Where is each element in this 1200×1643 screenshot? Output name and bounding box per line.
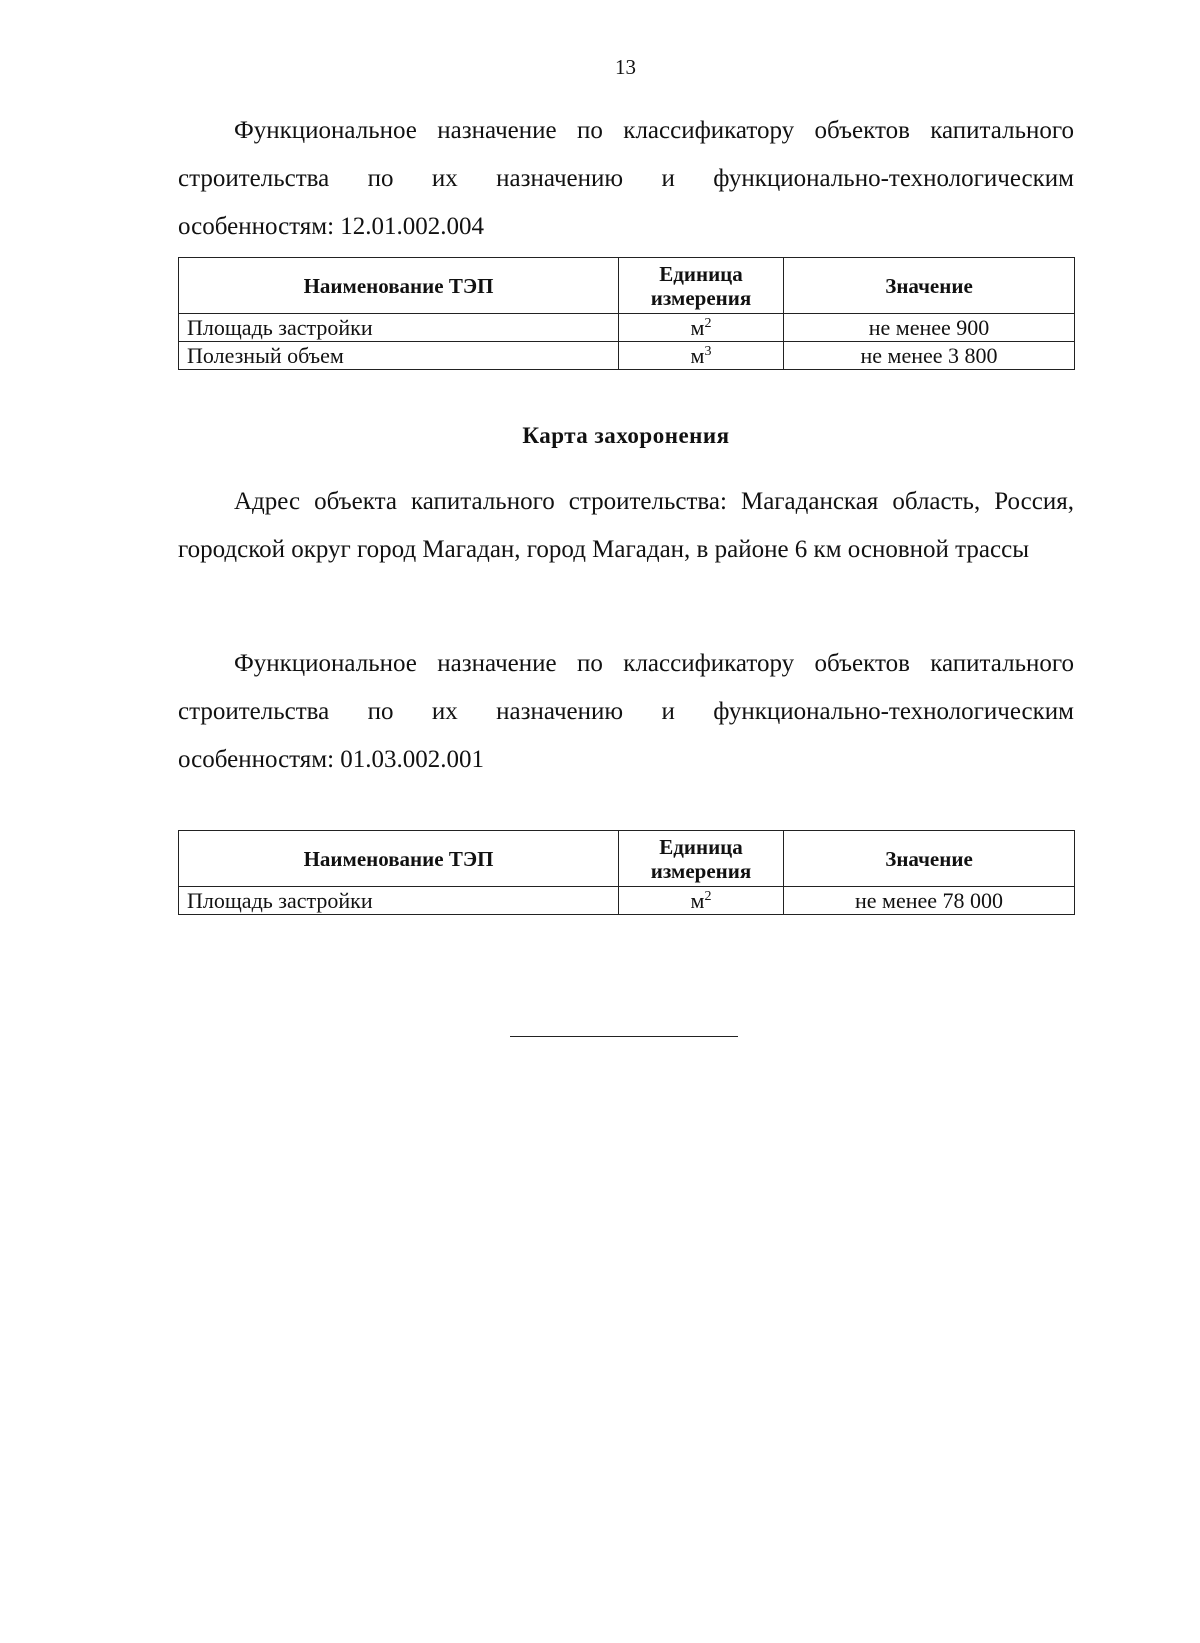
table-header-row — [179, 831, 1075, 887]
header-unit: Единица измерения — [619, 258, 784, 314]
function-paragraph-1 — [178, 107, 1074, 251]
address-paragraph-text: Адрес объекта капитального строительства: Магаданская область, Россия, городской округ город Магадан, город Магадан, в районе 6 км основной трассы — [178, 488, 1074, 563]
cell-name: Площадь застройки — [179, 887, 619, 915]
cell-value: не менее 900 — [784, 314, 1075, 342]
address-paragraph — [178, 478, 1074, 574]
header-name: Наименование ТЭП — [179, 258, 619, 314]
tep-table-2 — [178, 830, 1075, 915]
function-paragraph-2-text: Функциональное назначение по классификатору объектов капитального строительства по их назначению и функционально-технологическим особенностям: 01.03.002.001 — [178, 650, 1074, 773]
end-rule — [510, 1036, 738, 1037]
cell-unit — [619, 314, 784, 342]
cell-unit — [619, 342, 784, 370]
tep-table-1 — [178, 257, 1075, 370]
table-row — [179, 887, 1075, 915]
table-row — [179, 342, 1075, 370]
unit-base: м — [690, 314, 705, 340]
cell-name: Полезный объем — [179, 342, 619, 370]
unit-base: м — [690, 342, 705, 368]
function-paragraph-1-text: Функциональное назначение по классификатору объектов капитального строительства по их назначению и функционально-технологическим особенностям: 12.01.002.004 — [178, 117, 1074, 240]
cell-value: не менее 3 800 — [784, 342, 1075, 370]
header-name: Наименование ТЭП — [179, 831, 619, 887]
page-number: 13 — [615, 55, 636, 79]
function-paragraph-2 — [178, 640, 1074, 784]
header-unit: Единица измерения — [619, 831, 784, 887]
unit-base: м — [690, 887, 705, 913]
table-row — [179, 314, 1075, 342]
unit-exponent: 3 — [704, 343, 712, 359]
section-heading: Карта захоронения — [522, 423, 730, 448]
unit-exponent: 2 — [704, 315, 712, 331]
unit-exponent: 2 — [704, 888, 712, 904]
cell-value: не менее 78 000 — [784, 887, 1075, 915]
cell-unit — [619, 887, 784, 915]
header-value: Значение — [784, 258, 1075, 314]
table-header-row — [179, 258, 1075, 314]
header-value: Значение — [784, 831, 1075, 887]
cell-name: Площадь застройки — [179, 314, 619, 342]
